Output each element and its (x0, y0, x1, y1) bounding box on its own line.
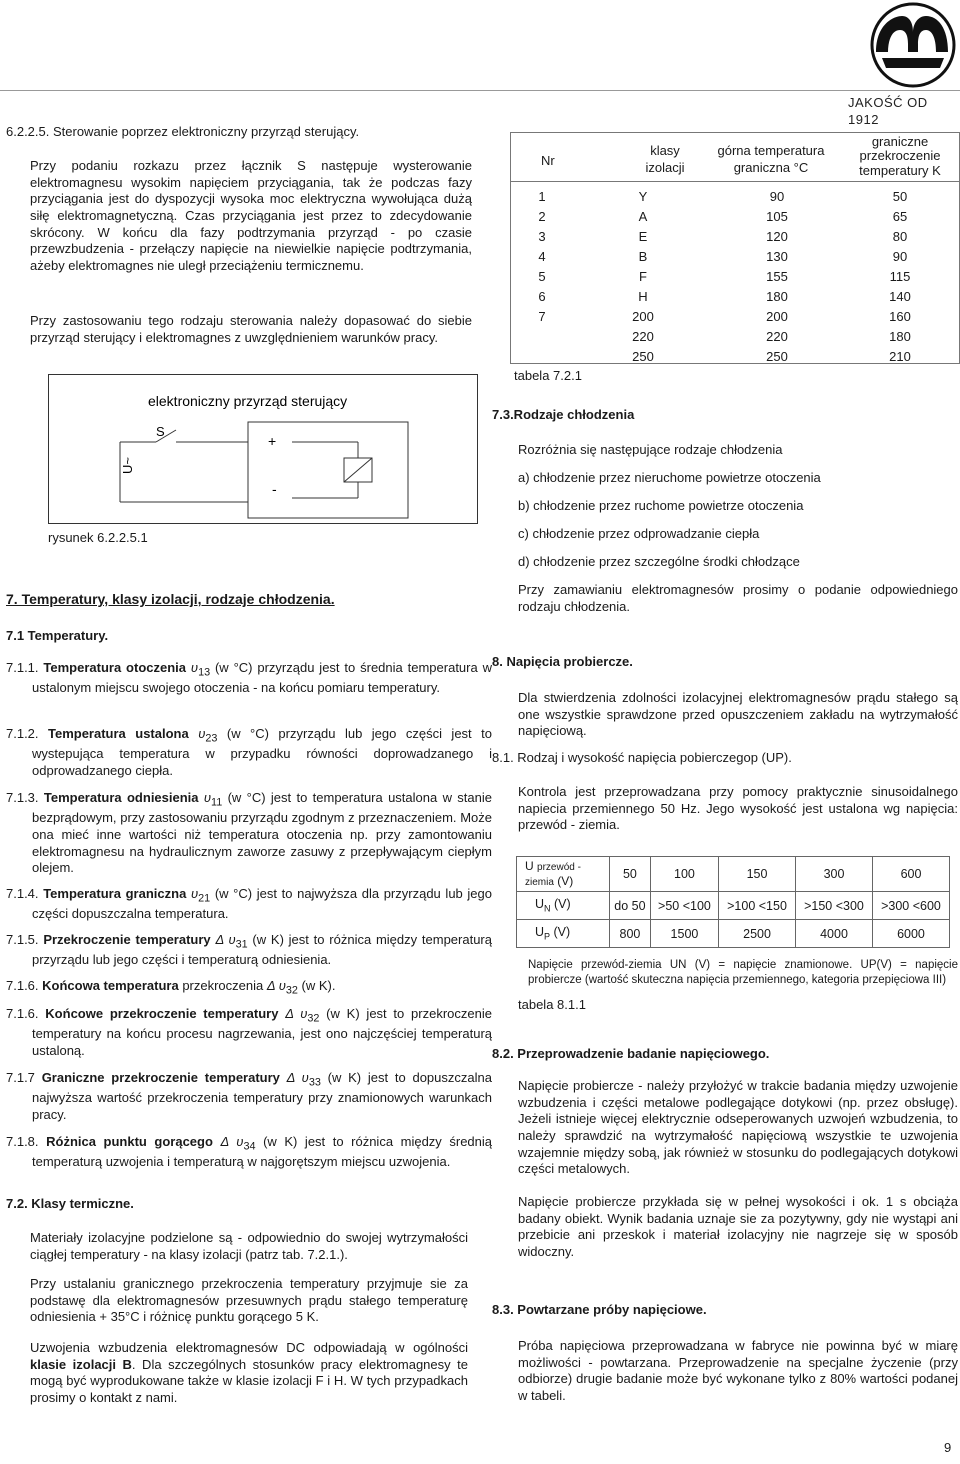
table-811 (516, 856, 950, 948)
section-heading-71: 7.1 Temperatury. (6, 628, 109, 643)
section-heading-7: 7. Temperatury, klasy izolacji, rodzaje chłodzenia. (6, 591, 335, 607)
paragraph-82-1: Napięcie probiercze - należy przyłożyć w trakcie badania między uzwojenie wzbudzenia i części metalowe podlegające dotykowi (np. przez obsługę). Jeżeli istnieje więcej elektrycznie odseperowanych uzwojeń wzbudzenia, to należy sprawdzić na wytrzymałość napięciową wszystkie te uzwojenia wzajemnie między sobą, jak również w stosunku do podlegających dotykowi części metalowych. (518, 1078, 958, 1177)
item-715: 7.1.5. Przekroczenie temperatury Δ $\upsilon_{31}$ (w K) jest to różnica między temperaturą przyrządu lub jego części i temperaturą odniesienia. (6, 932, 492, 968)
table-cell: 220 (632, 328, 654, 344)
voltage-label: U~ (120, 457, 135, 474)
table-cell: 105 (766, 208, 788, 224)
col-header-klasy: klasy izolacji (645, 143, 685, 175)
table-cell: 50 (610, 857, 651, 892)
table-cell: 220 (766, 328, 788, 344)
section-heading-73: 7.3.Rodzaje chłodzenia (492, 407, 635, 422)
table-cell: >100 <150 (719, 892, 796, 920)
table-cell: 200 (766, 308, 788, 324)
table-cell: >50 <100 (650, 892, 718, 920)
page-number: 9 (944, 1440, 952, 1455)
section-heading-81: 8.1. Rodzaj i wysokość napięcia pobierczegop (UP). (492, 750, 792, 765)
plus-terminal: + (268, 433, 277, 449)
cooling-item-d: d) chłodzenie przez szczególne środki chłodzące (518, 554, 800, 569)
table-cell: 600 (872, 857, 949, 892)
paragraph-82-2: Napięcie probiercze przykłada się w pełnej wysokości i ok. 1 s obciąża badany obiekt. Wynik badania uznaje sie za pozytywny, gdy nie wystąpi ani przebicie ani przeskok i materiał izolacyjny nie nagrzeje się w sposób widoczny. (518, 1194, 958, 1259)
table-cell: Y (638, 188, 648, 204)
cooling-intro: Rozróżnia się następujące rodzaje chłodzenia (518, 442, 783, 457)
table-cell: 90 (892, 248, 908, 264)
col-header-gorna: górna temperatura graniczna °C (717, 143, 825, 175)
paragraph-72-3: Uzwojenia wzbudzenia elektromagnesów DC odpowiadają w ogólności klasie izolacji B. Dla szczególnych stosunków pracy elektromagnesy te mogą być wyprodukowane także w klasie izolacji F i H. W tych przypadkach prosimy o kontakt z nami. (30, 1340, 468, 1405)
item-716b: 7.1.6. Końcowe przekroczenie temperatury Δ $\upsilon_{32}$ (w K) jest to przekroczenie temperatury na końcu procesu nagrzewania, jest ono najczęściej temperaturą ustaloną. (6, 1006, 492, 1059)
table-721-body (511, 187, 959, 367)
paragraph-6225-1: Przy podaniu rozkazu przez łącznik S następuje wysterowanie elektromagnesu wysokim napięciem przyciągania, tak że podczas fazy przyciągania jest do dyspozycji wysoka moc elektryczna wywołująca dużą siłę elektromagnetyczną. Czas przyciągania jest przez to zdecydowanie skrócony. W końcu dla fazy podtrzymania przyrząd - po czasie przewzbudzenia - przełączy napięcie na niewielkie napięcie podtrzymania, ażeby elektromagnes nie uległ przeciążeniu termicznemu. (30, 158, 472, 273)
table-cell: 1500 (650, 920, 718, 948)
table-cell: 160 (889, 308, 911, 324)
item-716a: 7.1.6. Końcowa temperatura przekroczenia Δ $\upsilon_{32}$ (w K). (6, 978, 336, 997)
table-row (511, 227, 959, 247)
table-cell: 6000 (872, 920, 949, 948)
table-721 (510, 132, 960, 364)
section-heading-6225: 6.2.2.5. Sterowanie poprzez elektroniczny przyrząd sterujący. (6, 124, 360, 139)
table-cell: do 50 (610, 892, 651, 920)
table-row (511, 287, 959, 307)
cooling-item-a: a) chłodzenie przez nieruchome powietrze otoczenia (518, 470, 821, 485)
table-cell: 250 (632, 348, 654, 364)
row-label-un: $U_N$ (V) (517, 892, 610, 920)
section-heading-83: 8.3. Powtarzane próby napięciowe. (492, 1302, 707, 1317)
cooling-item-b: b) chłodzenie przez ruchome powietrze otoczenia (518, 498, 804, 513)
table-cell: 100 (650, 857, 718, 892)
table-row (511, 307, 959, 327)
table-row (511, 207, 959, 227)
paragraph-72-1: Materiały izolacyjne podzielone są - odpowiednio do swojej wytrzymałości ciągłej temperatury - na klasy izolacji (patrz tab. 7.2.1.). (30, 1230, 468, 1262)
item-717: 7.1.7 Graniczne przekroczenie temperatury Δ $\upsilon_{33}$ (w K) jest to dopuszczalna najwyższa wartość przekroczenia temperatury przy znamionowych warunkach pracy. (6, 1070, 492, 1123)
paragraph-72-2: Przy ustalaniu granicznego przekroczenia temperatury przyjmuje sie za podstawę dla elektromagnesów przesuwnych prądu stałego temperaturę odniesienia + 35°C i różnicę punktu gorącego 5 K. (30, 1276, 468, 1325)
table-cell (511, 327, 573, 347)
table-cell: 80 (892, 228, 908, 244)
table-cell: 4 (538, 248, 546, 264)
table-row (511, 267, 959, 287)
table-cell: 180 (766, 288, 788, 304)
table-cell: A (638, 208, 648, 224)
table-cell (511, 347, 573, 367)
table-row (517, 892, 950, 920)
table-cell: 155 (766, 268, 788, 284)
table-cell: 65 (892, 208, 908, 224)
circuit-diagram (48, 374, 478, 524)
table-cell: 250 (766, 348, 788, 364)
switch-label: S (156, 424, 165, 439)
table-cell: 120 (766, 228, 788, 244)
table-cell: >300 <600 (872, 892, 949, 920)
table-row (517, 857, 950, 892)
item-718: 7.1.8. Różnica punktu gorącego Δ $\upsilon_{34}$ (w K) jest to różnica między średnią temperaturą uzwojenia i temperaturą w najgorętszym miejscu uzwojenia. (6, 1134, 492, 1170)
table-cell: 6 (538, 288, 546, 304)
table-cell: 3 (538, 228, 546, 244)
header-rule (0, 90, 960, 91)
table-cell: B (638, 248, 648, 264)
item-714: 7.1.4. Temperatura graniczna $\upsilon_{21}$ (w °C) jest to najwyższa dla przyrządu lub jego części dopuszczalna temperatura. (6, 886, 492, 922)
table-cell: 2500 (719, 920, 796, 948)
table-cell: 180 (889, 328, 911, 344)
table-cell: 50 (892, 188, 908, 204)
table-row (511, 327, 959, 347)
table-row (511, 347, 959, 367)
figure-caption: rysunek 6.2.2.5.1 (48, 530, 148, 545)
table-cell: E (638, 228, 648, 244)
table-header-row (511, 133, 959, 182)
col-header-graniczne: graniczne przekroczenie temperatury K (859, 134, 941, 178)
row-label-up: $U_P$ (V) (517, 920, 610, 948)
item-711: 7.1.1. Temperatura otoczenia $\upsilon_{13}$ (w °C) przyrządu jest to średnia temperatura w ustalonym miejscu swojego otoczenia - na końcu pomiaru temperatury. (6, 660, 492, 696)
table-cell: 800 (610, 920, 651, 948)
table-cell: F (639, 268, 647, 284)
paragraph-8-1: Dla stwierdzenia zdolności izolacyjnej elektromagnesów prądu stałego są one wszystkie sprawdzone przed opuszczeniem zakładu na wytrzymałość napięciową. (518, 690, 958, 739)
table-cell: 200 (632, 308, 654, 324)
table-811-note: Napięcie przewód-ziemia UN (V) = napięcie znamionowe. UP(V) = napięcie probiercze (wartość skuteczna napięcia przemiennego, kategoria przepięciowa III) (528, 959, 958, 986)
table-cell: 130 (766, 248, 788, 264)
item-712: 7.1.2. Temperatura ustalona $\upsilon_{23}$ (w °C) przyrządu lub jego części jest to wystepująca temperatura w przypadku równości doprowadzanego i odprowadzanego ciepła. (6, 726, 492, 779)
table-cell: 140 (889, 288, 911, 304)
table-cell: 1 (538, 188, 546, 204)
table-721-caption: tabela 7.2.1 (514, 368, 582, 383)
table-cell: 210 (889, 348, 911, 364)
cooling-item-c: c) chłodzenie przez odprowadzanie ciepła (518, 526, 760, 541)
paragraph-81-1: Kontrola jest przeprowadzana przy pomocy praktycznie sinusoidalnego napiecia przemiennego 50 Hz. Jego wysokość jest ustalona wg napięcia: przewód - ziemia. (518, 784, 958, 833)
table-row (511, 187, 959, 207)
company-tagline: JAKOŚĆ OD 1912 (848, 95, 928, 127)
row-label-u-ground: U przewód - ziemia (V) (517, 857, 610, 892)
paragraph-83-1: Próba napięciowa przeprowadzana w fabryce nie powinna być w miarę możliwości - powtarzana. Przeprowadzenie na specjalne życzenie (przy odbiorze) drugie badanie może być wykonane tylko z 80% wartości podanej w tabeli. (518, 1338, 958, 1403)
table-cell: 150 (719, 857, 796, 892)
table-cell: 300 (796, 857, 873, 892)
table-row (511, 247, 959, 267)
section-heading-82: 8.2. Przeprowadzenie badanie napięciowego. (492, 1046, 770, 1061)
table-cell: 7 (538, 308, 546, 324)
paragraph-6225-2: Przy zastosowaniu tego rodzaju sterowania należy dopasować do siebie przyrząd sterujący i elektromagnes z uwzględnieniem warunków pracy. (30, 313, 472, 345)
item-713: 7.1.3. Temperatura odniesienia $\upsilon_{11}$ (w °C) jest to temperatura ustalona w stanie bezprądowym, przy zastosowaniu przyrządu zgodnym z przeznaczeniem. Może ona mieć inne wartości niż temperatura otoczenia np. przy zamontowaniu elektromagnesu na hydraulicznym zaworze zasuwy z przepływającym ciepłym olejem. (6, 790, 492, 876)
table-cell: >150 <300 (796, 892, 873, 920)
cooling-note: Przy zamawianiu elektromagnesów prosimy o podanie odpowiedniego rodzaju chłodzenia. (518, 582, 958, 614)
table-cell: 5 (538, 268, 546, 284)
company-logo (868, 2, 958, 88)
table-cell: 4000 (796, 920, 873, 948)
table-cell: 90 (769, 188, 785, 204)
section-heading-8: 8. Napięcia probiercze. (492, 654, 633, 669)
table-cell: 2 (538, 208, 546, 224)
diagram-title: elektroniczny przyrząd sterujący (148, 393, 348, 409)
table-cell: 115 (889, 268, 911, 284)
section-heading-72: 7.2. Klasy termiczne. (6, 1196, 134, 1211)
col-header-nr: Nr (541, 153, 555, 168)
table-row (517, 920, 950, 948)
table-811-caption: tabela 8.1.1 (518, 997, 586, 1012)
table-cell: H (638, 288, 648, 304)
minus-terminal: - (272, 481, 277, 497)
